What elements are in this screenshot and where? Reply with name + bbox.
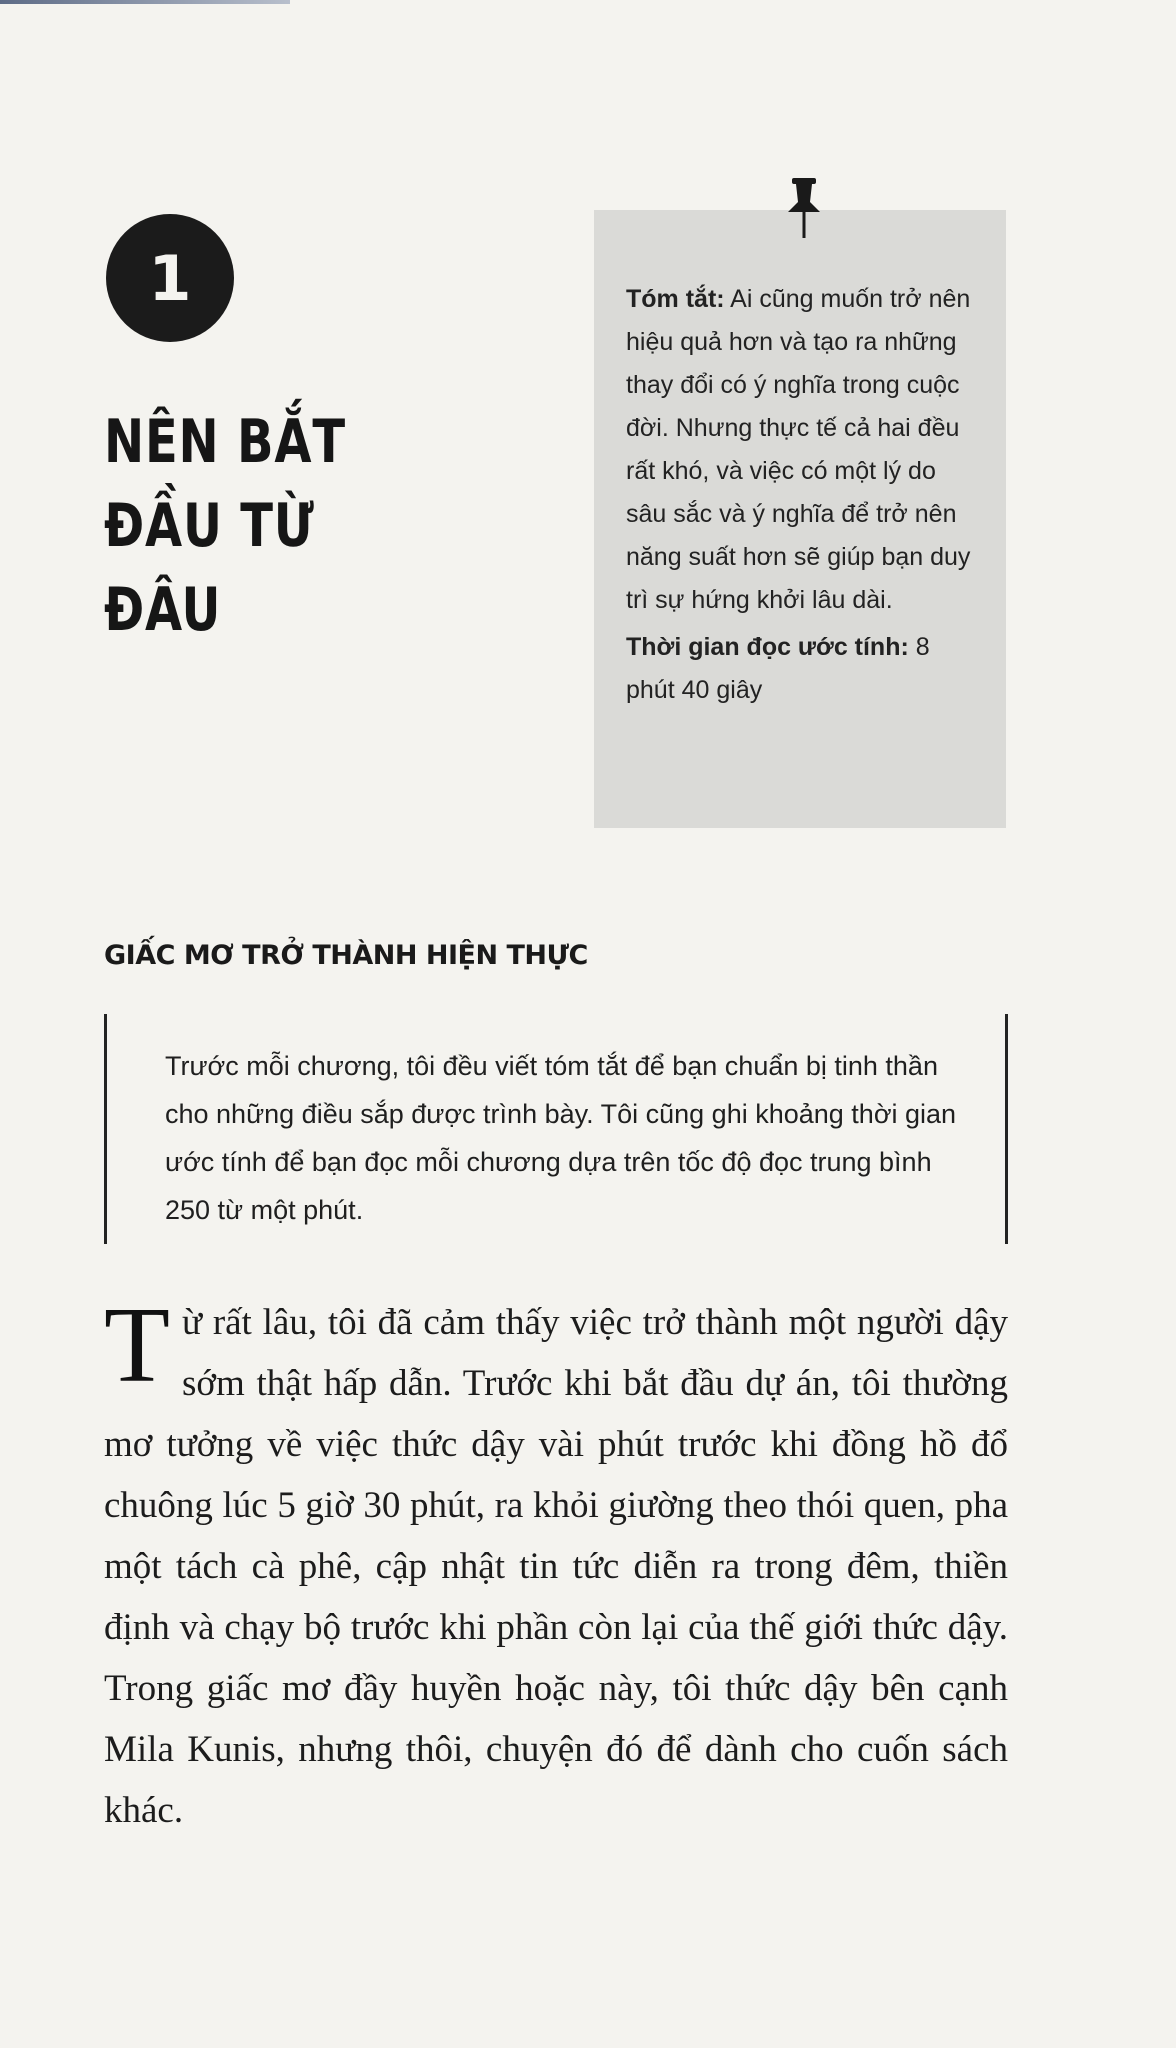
summary-text: Ai cũng muốn trở nên hiệu quả hơn và tạo ra những thay đổi có ý nghĩa trong cuộc đời. Nhưng thực tế cả hai đều rất khó, và việc có một lý do sâu sắc và ý nghĩa để trở nên năng suất hơn sẽ giúp bạn duy trì sự hứng khởi lâu dài.: [626, 285, 971, 614]
summary-box: [594, 210, 1006, 828]
chapter-number-badge: [106, 214, 234, 342]
chapter-note-text: Trước mỗi chương, tôi đều viết tóm tắt để bạn chuẩn bị tinh thần cho những điều sắp được trình bày. Tôi cũng ghi khoảng thời gian ước tính để bạn đọc mỗi chương dựa trên tốc độ đọc trung bình 250 từ một phút.: [165, 1051, 957, 1225]
pushpin-icon: [782, 178, 826, 240]
body-paragraph: [104, 1286, 1008, 1841]
section-heading: GIẤC MƠ TRỞ THÀNH HIỆN THỰC: [104, 940, 588, 971]
reading-time: [626, 626, 982, 712]
chapter-note-block: [104, 1014, 1008, 1244]
chapter-number: 1: [148, 241, 192, 315]
drop-cap: T: [104, 1286, 170, 1405]
chapter-title: NÊN BẮT ĐẦU TỪ ĐÂU: [104, 407, 346, 645]
summary-label: Tóm tắt:: [626, 285, 725, 313]
reading-time-label: Thời gian đọc ước tính:: [626, 633, 909, 661]
reading-time-value: 8 phút 40 giây: [626, 633, 930, 704]
body-text: ừ rất lâu, tôi đã cảm thấy việc trở thành một người dậy sớm thật hấp dẫn. Trước khi bắt đầu dự án, tôi thường mơ tưởng về việc thức dậy vài phút trước khi đồng hồ đổ chuông lúc 5 giờ 30 phút, ra khỏi giường theo thói quen, pha một tách cà phê, cập nhật tin tức diễn ra trong đêm, thiền định và chạy bộ trước khi phần còn lại của thế giới thức dậy. Trong giấc mơ đầy huyền hoặc này, tôi thức dậy bên cạnh Mila Kunis, nhưng thôi, chuyện đó để dành cho cuốn sách khác.: [104, 1302, 1008, 1831]
summary-paragraph: [626, 278, 982, 622]
page-edge-shadow: [0, 0, 290, 4]
